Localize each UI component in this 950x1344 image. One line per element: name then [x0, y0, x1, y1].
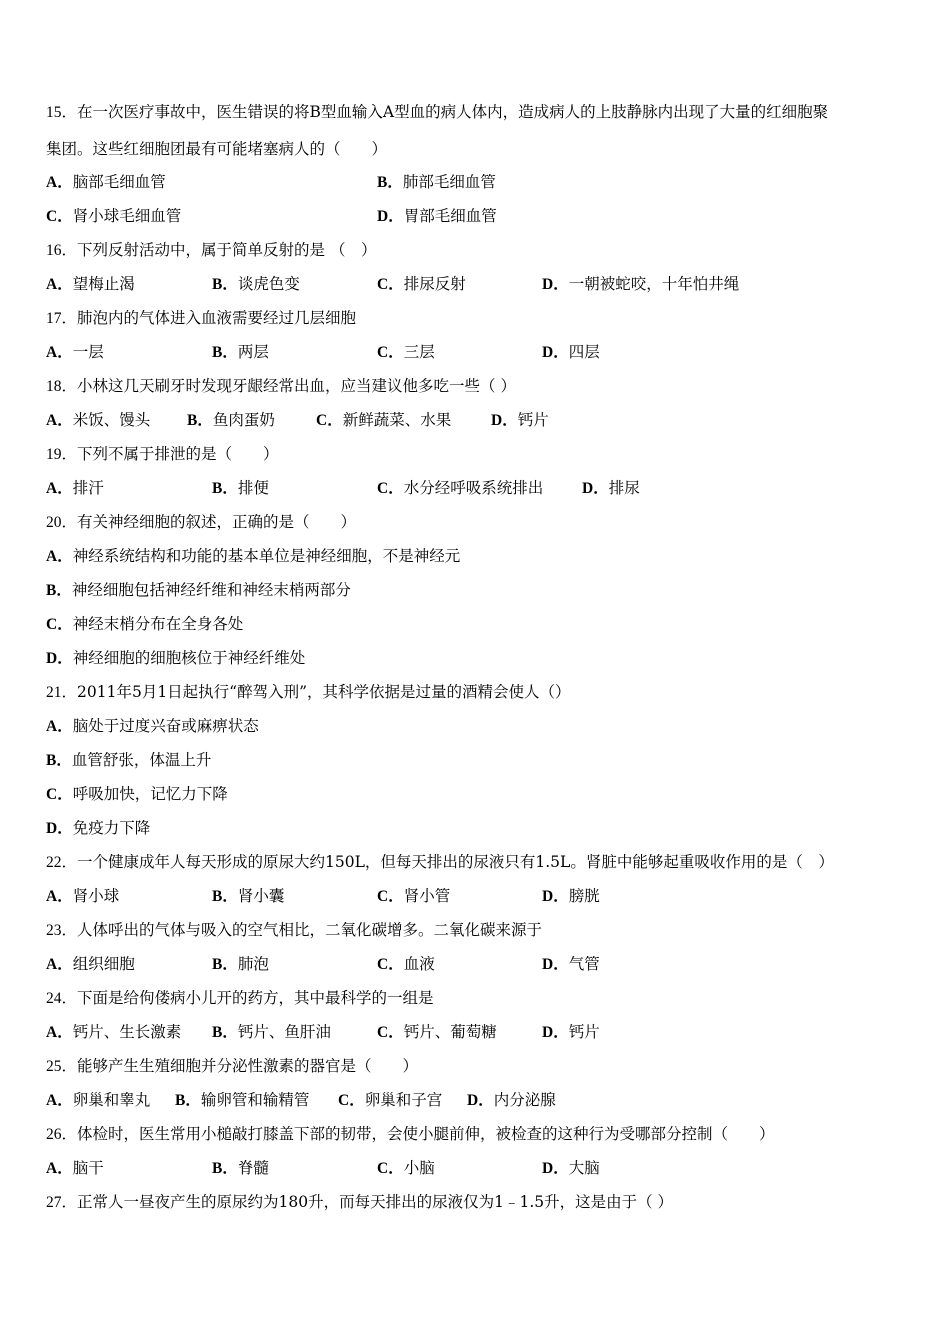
option-17-a [46, 342, 104, 363]
option-19-b [212, 478, 269, 499]
option-text: 三层 [403, 343, 435, 361]
option-text: 水分经呼吸系统排出 [403, 479, 544, 497]
option-text: 肾小囊 [237, 887, 285, 905]
option-label: B． [377, 174, 403, 191]
question-number: 26 [46, 1126, 62, 1143]
option-text: 谈虎色变 [237, 275, 300, 293]
question-19: 19．下列不属于排泄的是（ ） [46, 445, 279, 463]
option-label: B． [212, 480, 238, 497]
option-text: 鱼肉蛋奶 [212, 411, 275, 429]
question-number: 17 [46, 310, 62, 327]
option-text: 胃部毛细血管 [403, 207, 497, 225]
option-text: 脊髓 [237, 1159, 269, 1177]
option-text: 卵巢和睾丸 [72, 1091, 151, 1109]
option-label: C． [377, 344, 404, 361]
option-text: 脑干 [72, 1159, 104, 1177]
option-23-c [377, 954, 435, 975]
option-24-d [542, 1022, 600, 1043]
option-text: 钙片、鱼肝油 [237, 1023, 331, 1041]
option-22-b [212, 886, 284, 907]
option-text: 肾小管 [403, 887, 451, 905]
option-17-b [212, 342, 269, 363]
option-label: A． [46, 888, 73, 905]
option-21-b [46, 750, 211, 771]
option-label: A． [46, 956, 73, 973]
question-text: 肺泡内的气体进入血液需要经过几层细胞 [77, 309, 357, 327]
option-text: 肺泡 [237, 955, 269, 973]
option-text: 血液 [403, 955, 435, 973]
option-label: A． [46, 276, 73, 293]
option-text: 排汗 [72, 479, 104, 497]
option-15-d [377, 206, 497, 227]
option-label: C． [377, 276, 404, 293]
option-25-d [467, 1090, 556, 1111]
question-23: 23．人体呼出的气体与吸入的空气相比，二氧化碳增多。二氧化碳来源于 [46, 921, 543, 939]
option-label: A． [46, 480, 73, 497]
question-text: 在一次医疗事故中，医生错误的将B型血输入A型血的病人体内，造成病人的上肢静脉内出现了大量的红细胞聚 [77, 103, 829, 121]
option-18-d [491, 410, 549, 431]
option-25-b [175, 1090, 309, 1111]
option-label: B． [212, 888, 238, 905]
question-21: 21．2011年5月1日起执行“醉驾入刑”，其科学依据是过量的酒精会使人（） [46, 683, 571, 701]
option-22-d [542, 886, 600, 907]
question-number: 20 [46, 514, 62, 531]
option-17-c [377, 342, 435, 363]
option-label: A． [46, 718, 73, 735]
question-number: 21 [46, 684, 62, 701]
question-text: 能够产生生殖细胞并分泌性激素的器官是（ ） [77, 1057, 419, 1075]
option-label: C． [46, 208, 73, 225]
option-label: B． [46, 582, 72, 599]
option-text: 肺部毛细血管 [402, 173, 496, 191]
option-text: 肾小球 [72, 887, 120, 905]
question-18: 18．小林这几天刷牙时发现牙龈经常出血，应当建议他多吃一些（ ） [46, 377, 516, 395]
option-label: D． [542, 888, 569, 905]
option-text: 呼吸加快，记忆力下降 [72, 785, 228, 803]
option-text: 神经末梢分布在全身各处 [72, 615, 244, 633]
option-label: B． [212, 276, 238, 293]
option-text: 肾小球毛细血管 [72, 207, 182, 225]
option-23-b [212, 954, 269, 975]
option-label: A． [46, 1160, 73, 1177]
option-label: A． [46, 412, 73, 429]
option-text: 血管舒张，体温上升 [71, 751, 212, 769]
option-label: D． [491, 412, 518, 429]
option-19-a [46, 478, 104, 499]
option-18-c [316, 410, 451, 431]
option-label: A． [46, 1024, 73, 1041]
option-24-b [212, 1022, 331, 1043]
option-text: 内分泌腺 [493, 1091, 556, 1109]
option-text: 一层 [72, 343, 104, 361]
option-text: 新鲜蔬菜、水果 [342, 411, 452, 429]
option-26-c [377, 1158, 435, 1179]
question-text: 下面是给佝偻病小儿开的药方，其中最科学的一组是 [77, 989, 434, 1007]
option-text: 望梅止渴 [72, 275, 135, 293]
option-label: A． [46, 1092, 73, 1109]
option-16-a [46, 274, 135, 295]
question-number: 18 [46, 378, 62, 395]
option-text: 大脑 [568, 1159, 600, 1177]
option-label: B． [175, 1092, 201, 1109]
option-22-a [46, 886, 119, 907]
option-label: C． [377, 888, 404, 905]
option-label: A． [46, 548, 73, 565]
option-text: 两层 [237, 343, 269, 361]
question-text: 一个健康成年人每天形成的原尿大约150L，但每天排出的尿液只有1.5L。肾脏中能够起重吸收作用的是（ ） [77, 853, 834, 871]
option-label: D． [467, 1092, 494, 1109]
question-number: 27 [46, 1194, 62, 1211]
option-label: B． [212, 344, 238, 361]
option-15-a [46, 172, 166, 193]
option-label: D． [377, 208, 404, 225]
option-label: D． [46, 650, 73, 667]
question-17: 17．肺泡内的气体进入血液需要经过几层细胞 [46, 309, 357, 327]
option-23-d [542, 954, 600, 975]
question-number: 22 [46, 854, 62, 871]
option-text: 钙片、生长激素 [72, 1023, 182, 1041]
option-16-d [542, 274, 739, 295]
option-label: C． [377, 1160, 404, 1177]
question-number: 25 [46, 1058, 62, 1075]
option-text: 输卵管和输精管 [200, 1091, 310, 1109]
option-text: 一朝被蛇咬，十年怕井绳 [568, 275, 740, 293]
option-text: 神经细胞的细胞核位于神经纤维处 [72, 649, 306, 667]
option-label: D． [582, 480, 609, 497]
option-label: C． [46, 786, 73, 803]
question-number: 24 [46, 990, 62, 1007]
option-label: B． [187, 412, 213, 429]
question-15-cont [46, 139, 387, 159]
question-text: 下列不属于排泄的是（ ） [77, 445, 279, 463]
option-label: C． [377, 956, 404, 973]
option-label: C． [46, 616, 73, 633]
option-20-c [46, 614, 243, 635]
option-26-a [46, 1158, 104, 1179]
question-22: 22．一个健康成年人每天形成的原尿大约150L，但每天排出的尿液只有1.5L。肾脏中能够起重吸收作用的是（ ） [46, 853, 834, 871]
option-label: B． [212, 956, 238, 973]
option-26-d [542, 1158, 600, 1179]
option-label: B． [212, 1024, 238, 1041]
option-21-d [46, 818, 150, 839]
question-text: 正常人一昼夜产生的原尿约为180升，而每天排出的尿液仅为1﹣1.5升，这是由于（ ） [77, 1193, 674, 1211]
option-15-b [377, 172, 496, 193]
option-17-d [542, 342, 600, 363]
question-24: 24．下面是给佝偻病小儿开的药方，其中最科学的一组是 [46, 989, 434, 1007]
question-number: 23 [46, 922, 62, 939]
option-19-c [377, 478, 543, 499]
option-text: 气管 [568, 955, 600, 973]
option-text: 钙片 [568, 1023, 600, 1041]
option-text: 神经细胞包括神经纤维和神经末梢两部分 [71, 581, 351, 599]
question-number: 15 [46, 104, 62, 121]
option-16-b [212, 274, 300, 295]
question-15: 15．在一次医疗事故中，医生错误的将B型血输入A型血的病人体内，造成病人的上肢静脉内出现了大量的红细胞聚 [46, 103, 829, 121]
question-text-cont: 集团。这些红细胞团最有可能堵塞病人的（ ） [46, 140, 388, 158]
option-text: 钙片、葡萄糖 [403, 1023, 497, 1041]
option-text: 四层 [568, 343, 600, 361]
question-number: 16 [46, 242, 62, 259]
option-20-d [46, 648, 305, 669]
option-16-c [377, 274, 466, 295]
option-21-a [46, 716, 259, 737]
option-label: A． [46, 344, 73, 361]
option-label: D． [46, 820, 73, 837]
option-23-a [46, 954, 135, 975]
option-text: 米饭、馒头 [72, 411, 151, 429]
option-25-c [338, 1090, 442, 1111]
option-label: D． [542, 344, 569, 361]
option-text: 膀胱 [568, 887, 600, 905]
option-text: 排尿 [608, 479, 640, 497]
option-text: 脑处于过度兴奋或麻痹状态 [72, 717, 259, 735]
option-label: C． [338, 1092, 365, 1109]
question-text: 2011年5月1日起执行“醉驾入刑”，其科学依据是过量的酒精会使人（） [77, 683, 571, 701]
question-number: 19 [46, 446, 62, 463]
question-25: 25．能够产生生殖细胞并分泌性激素的器官是（ ） [46, 1057, 419, 1075]
option-text: 小脑 [403, 1159, 435, 1177]
option-22-c [377, 886, 450, 907]
question-text: 下列反射活动中，属于简单反射的是 （ ） [77, 241, 377, 259]
option-18-a [46, 410, 150, 431]
option-24-a [46, 1022, 181, 1043]
option-text: 脑部毛细血管 [72, 173, 166, 191]
question-text: 有关神经细胞的叙述，正确的是（ ） [77, 513, 357, 531]
option-label: B． [46, 752, 72, 769]
option-label: D． [542, 956, 569, 973]
question-text: 人体呼出的气体与吸入的空气相比，二氧化碳增多。二氧化碳来源于 [77, 921, 543, 939]
option-text: 组织细胞 [72, 955, 135, 973]
option-20-b [46, 580, 351, 601]
option-label: A． [46, 174, 73, 191]
option-26-b [212, 1158, 269, 1179]
option-label: D． [542, 1160, 569, 1177]
option-label: D． [542, 1024, 569, 1041]
option-18-b [187, 410, 275, 431]
option-text: 排便 [237, 479, 269, 497]
option-label: C． [377, 480, 404, 497]
option-text: 卵巢和子宫 [364, 1091, 443, 1109]
question-16: 16．下列反射活动中，属于简单反射的是 （ ） [46, 241, 377, 259]
option-label: B． [212, 1160, 238, 1177]
option-label: D． [542, 276, 569, 293]
option-25-a [46, 1090, 150, 1111]
option-text: 神经系统结构和功能的基本单位是神经细胞，不是神经元 [72, 547, 461, 565]
question-text: 体检时，医生常用小槌敲打膝盖下部的韧带，会使小腿前伸，被检查的这种行为受哪部分控制（ ） [77, 1125, 775, 1143]
option-text: 钙片 [517, 411, 549, 429]
question-26: 26．体检时，医生常用小槌敲打膝盖下部的韧带，会使小腿前伸，被检查的这种行为受哪部分控制（ ） [46, 1125, 775, 1143]
option-label: C． [377, 1024, 404, 1041]
option-text: 排尿反射 [403, 275, 466, 293]
option-20-a [46, 546, 460, 567]
option-19-d [582, 478, 640, 499]
option-24-c [377, 1022, 497, 1043]
question-20: 20．有关神经细胞的叙述，正确的是（ ） [46, 513, 357, 531]
option-21-c [46, 784, 228, 805]
question-27: 27．正常人一昼夜产生的原尿约为180升，而每天排出的尿液仅为1﹣1.5升，这是由于（ ） [46, 1193, 674, 1211]
question-text: 小林这几天刷牙时发现牙龈经常出血，应当建议他多吃一些（ ） [77, 377, 516, 395]
option-text: 免疫力下降 [72, 819, 151, 837]
option-label: C． [316, 412, 343, 429]
option-15-c [46, 206, 181, 227]
